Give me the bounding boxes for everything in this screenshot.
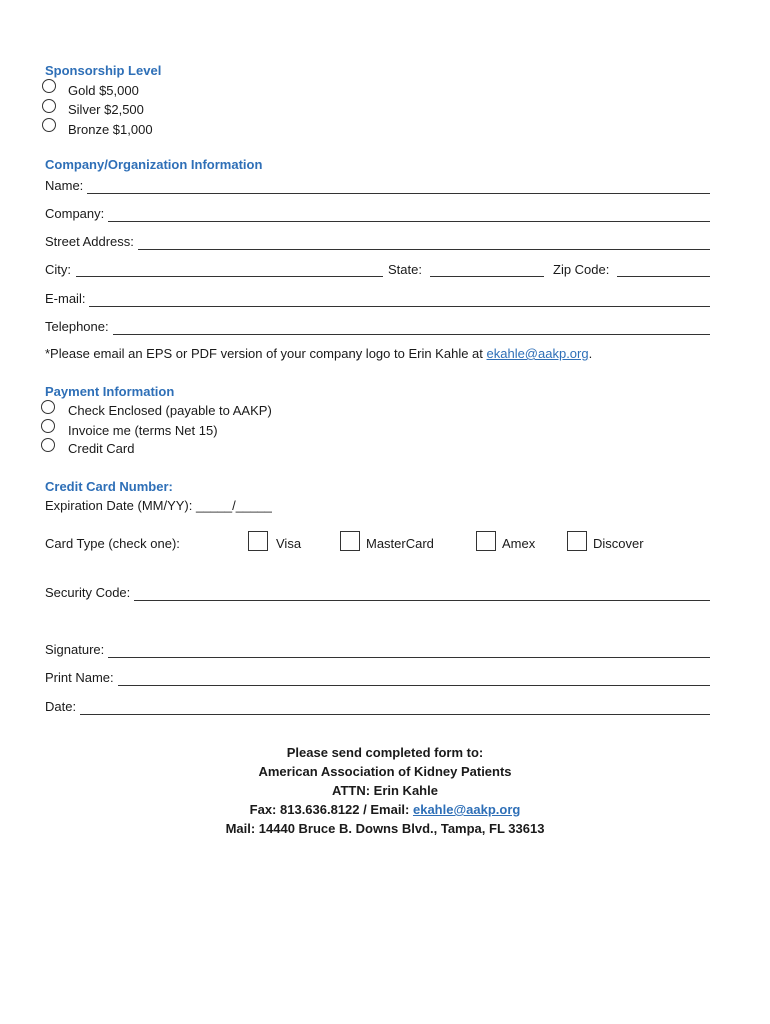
expiration-date-field[interactable]: Expiration Date (MM/YY): _____/_____	[45, 498, 272, 513]
sponsorship-heading: Sponsorship Level	[45, 63, 162, 78]
bronze-label: Bronze $1,000	[68, 122, 153, 137]
check-enclosed-label: Check Enclosed (payable to AAKP)	[68, 403, 272, 418]
footer-line2: American Association of Kidney Patients	[258, 764, 512, 779]
state-field[interactable]	[430, 276, 544, 277]
footer-line3: ATTN: Erin Kahle	[332, 783, 438, 798]
security-code-row	[45, 583, 710, 601]
visa-checkbox[interactable]	[248, 531, 268, 551]
logo-note-suffix: .	[588, 346, 593, 361]
zip-field[interactable]	[617, 276, 710, 277]
mastercard-label: MasterCard	[366, 536, 434, 551]
date-label: Date:	[45, 699, 77, 714]
amex-label: Amex	[502, 536, 536, 551]
state-label: State:	[388, 262, 422, 277]
telephone-field[interactable]	[113, 320, 710, 335]
print-name-row	[45, 668, 710, 686]
discover-checkbox[interactable]	[567, 531, 587, 551]
invoice-label: Invoice me (terms Net 15)	[68, 423, 218, 438]
email-row	[45, 289, 710, 307]
street-row	[45, 232, 710, 250]
security-code-field[interactable]	[134, 586, 710, 601]
name-label: Name:	[45, 178, 84, 193]
signature-row	[45, 640, 710, 658]
amex-checkbox[interactable]	[476, 531, 496, 551]
silver-label: Silver $2,500	[68, 102, 144, 117]
footer-fax-text: Fax: 813.636.8122 / Email:	[249, 802, 413, 817]
telephone-label: Telephone:	[45, 319, 109, 334]
footer-email-link[interactable]: ekahle@aakp.org	[412, 802, 521, 817]
card-type-label: Card Type (check one):	[45, 536, 180, 551]
discover-label: Discover	[593, 536, 644, 551]
company-field[interactable]	[108, 207, 710, 222]
visa-label: Visa	[276, 536, 302, 551]
name-row	[45, 176, 710, 194]
name-field[interactable]	[87, 179, 710, 194]
silver-radio[interactable]	[42, 99, 56, 113]
credit-card-label: Credit Card	[68, 441, 135, 456]
street-field[interactable]	[138, 235, 710, 250]
company-row	[45, 204, 710, 222]
city-label: City:	[45, 262, 71, 277]
signature-label: Signature:	[45, 642, 105, 657]
logo-note-email-link[interactable]: ekahle@aakp.org	[486, 346, 589, 361]
credit-card-heading: Credit Card Number:	[45, 479, 173, 494]
credit-card-radio[interactable]	[41, 438, 55, 452]
payment-heading: Payment Information	[45, 384, 175, 399]
check-enclosed-radio[interactable]	[41, 400, 55, 414]
bronze-radio[interactable]	[42, 118, 56, 132]
security-code-label: Security Code:	[45, 585, 131, 600]
date-row	[45, 697, 710, 715]
print-name-label: Print Name:	[45, 670, 114, 685]
signature-field[interactable]	[108, 643, 710, 658]
telephone-row	[45, 317, 710, 335]
company-heading: Company/Organization Information	[45, 157, 263, 172]
zip-label: Zip Code:	[553, 262, 610, 277]
company-label: Company:	[45, 206, 105, 221]
email-label: E-mail:	[45, 291, 86, 306]
logo-note-text: *Please email an EPS or PDF version of your company logo to Erin Kahle at	[45, 346, 487, 361]
invoice-radio[interactable]	[41, 419, 55, 433]
footer-line1: Please send completed form to:	[286, 745, 484, 760]
mastercard-checkbox[interactable]	[340, 531, 360, 551]
street-label: Street Address:	[45, 234, 134, 249]
gold-label: Gold $5,000	[68, 83, 139, 98]
logo-note	[45, 346, 592, 362]
footer-line5: Mail: 14440 Bruce B. Downs Blvd., Tampa, FL 33613	[225, 821, 545, 836]
footer-line4	[0, 800, 770, 819]
date-field[interactable]	[80, 700, 710, 715]
gold-radio[interactable]	[42, 79, 56, 93]
city-field[interactable]	[76, 276, 383, 277]
email-field[interactable]	[89, 292, 710, 307]
print-name-field[interactable]	[118, 671, 710, 686]
